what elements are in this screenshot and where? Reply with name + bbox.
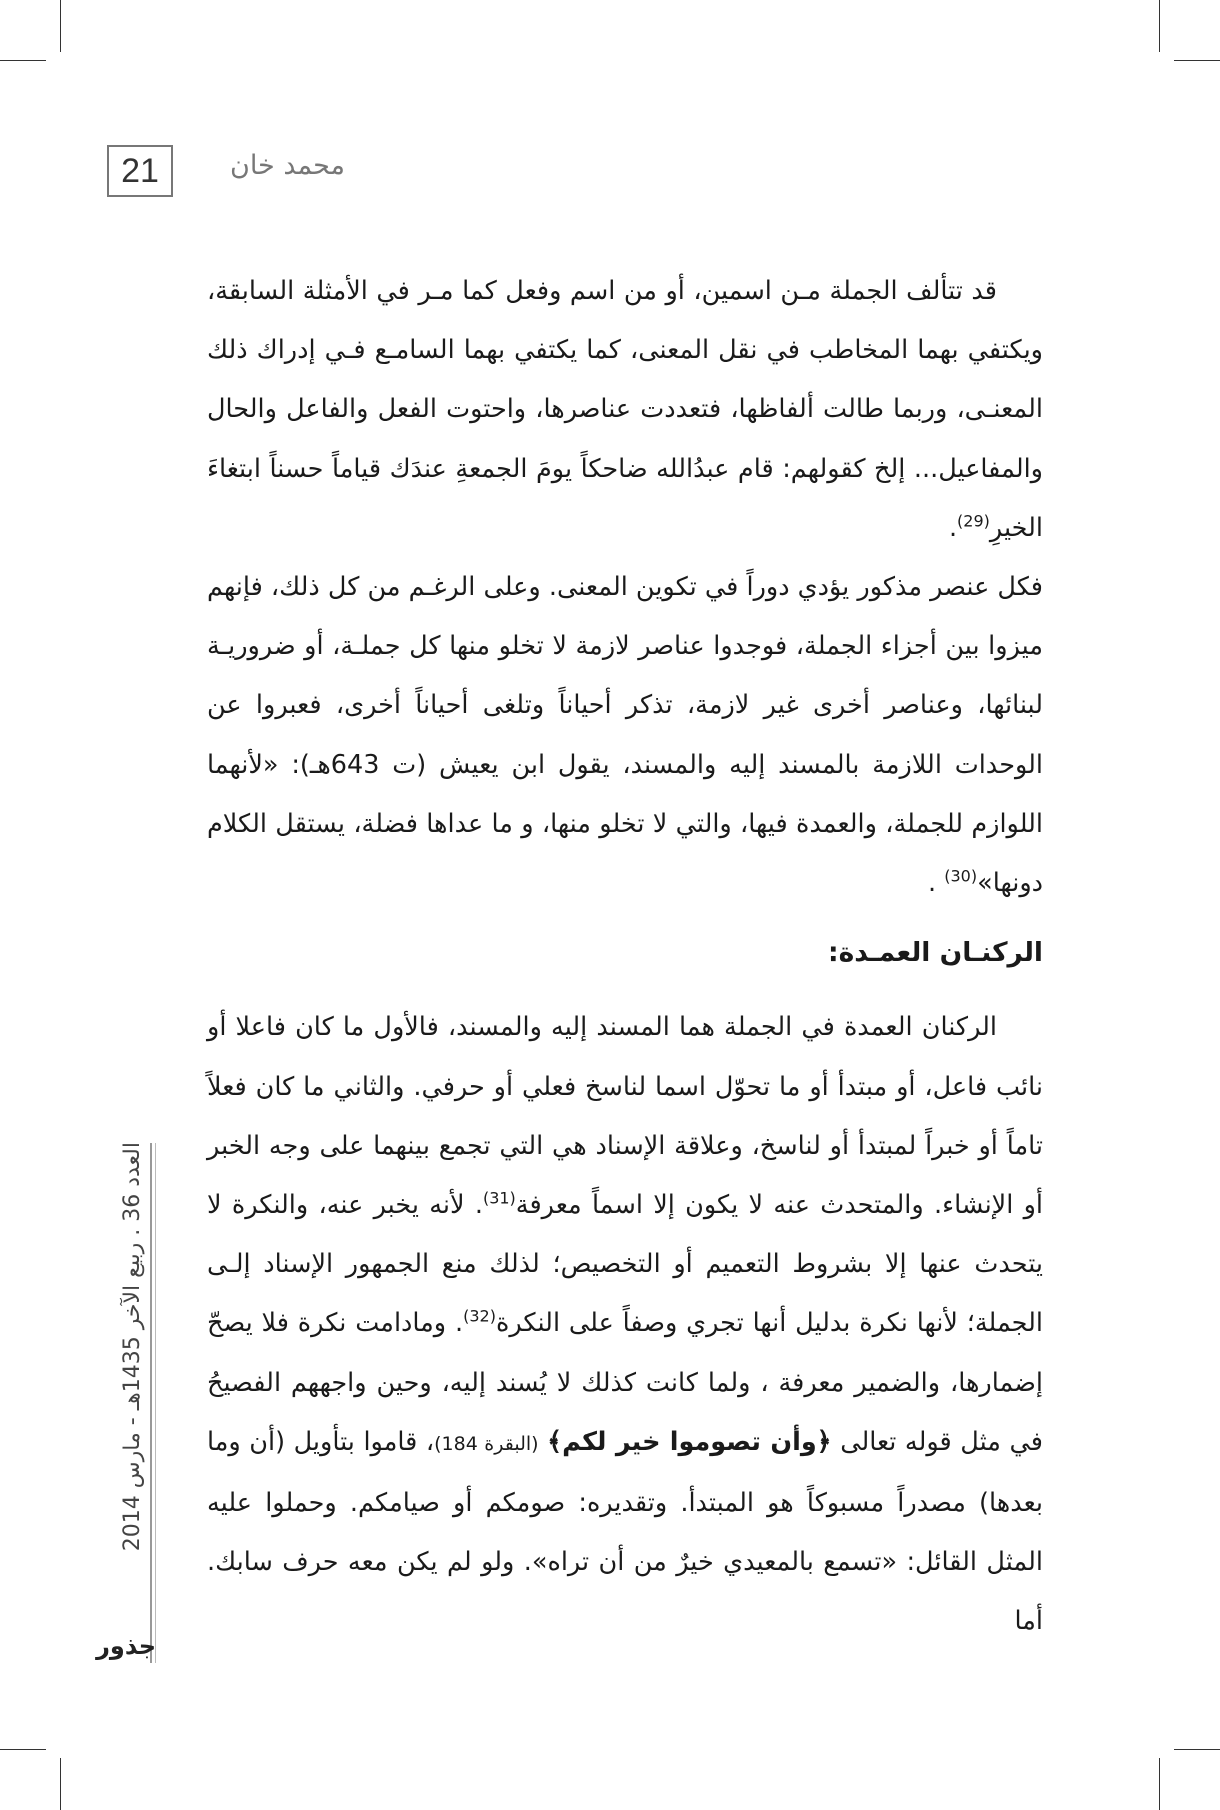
crop-mark — [0, 1749, 46, 1750]
paragraph-text: فكل عنصر مذكور يؤدي دوراً في تكوين المعنى. وعلى الرغـم من كل ذلك، فإنهم ميزوا بين أجزاء الجملة، فوجدوا عناصر لازمة لا تخلو منها كل جملـة، أو ضروريـة لبنائها، وعناصر أخرى غير لازمة، تذكر أحياناً وتلغى أحياناً أخرى، فعبروا عن الوحدات اللازمة بالمسند إليه والمسند، يقول ابن يعيش (ت 643هـ): «لأنهما اللوازم للجملة، والعمدة فيها، والتي لا تخلو منها، و ما عداها فضلة، يستقل الكلام دونها» — [207, 572, 1043, 899]
paragraph-text: الركنان العمدة في الجملة هما المسند إليه والمسند، فالأول ما كان فاعلا أو نائب فاعل، أو مبتدأ أو ما تحوّل اسما لناسخ فعلي أو حرفي. والثاني ما كان فعلاً تاماً أو خبراً لمبتدأ أو لناسخ، وعلاقة الإسناد هي التي تجمع بينهما على وجه الخبر أو الإنشاء. والمتحدث عنه لا يكون إلا اسماً معرفة — [207, 1012, 1044, 1221]
crop-mark — [1159, 0, 1160, 52]
paragraph: فكل عنصر مذكور يؤدي دوراً في تكوين المعنى. وعلى الرغـم من كل ذلك، فإنهم ميزوا بين أجزاء الجملة، فوجدوا عناصر لازمة لا تخلو منها كل جملـة، أو ضروريـة لبنائها، وعناصر أخرى غير لازمة، تذكر أحياناً وتلغى أحياناً أخرى، فعبروا عن الوحدات اللازمة بالمسند إليه والمسند، يقول ابن يعيش (ت 643هـ): «لأنهما اللوازم للجملة، والعمدة فيها، والتي لا تخلو منها، و ما عداها فضلة، يستقل الكلام دونها»$^{(30)}$ . — [207, 572, 1043, 899]
footnote-ref: (30) — [944, 866, 978, 886]
footnote-ref: (31) — [482, 1188, 516, 1208]
footnote-ref: (32) — [463, 1306, 496, 1326]
page-number: 21 — [107, 145, 173, 197]
paragraph-text: . لأنه يخبر عنه، والنكرة لا يتحدث عنها إلا بشروط التعميم أو التخصيص؛ لذلك منع الجمهور الإسناد إلـى الجملة؛ لأنها نكرة بدليل أنها تجري وصفاً على النكرة — [207, 1190, 1044, 1339]
crop-mark — [1174, 60, 1220, 61]
paragraph-text: ومادامت نكرة فلا يصحّ إضمارها، والضمير معرفة ، ولما كانت كذلك لا يُسند إليه، وحين واجههم الفصيحُ في مثل قوله تعالى — [207, 1308, 1043, 1457]
crop-mark — [0, 60, 46, 61]
quran-verse: ﴿وأن تصوموا خير لكم﴾ — [547, 1426, 832, 1457]
section-heading: الركنـان العمـدة: — [828, 937, 1043, 969]
footnote-ref: (29) — [957, 511, 990, 531]
paragraph-text: ، قاموا بتأويل (أن وما بعدها) مصدراً مسبوكاً هو المبتدأ. وتقديره: صومكم أو صيامكم. وحملوا عليه المثل القائل: «تسمع بالمعيدي خيرٌ من أن تراه». ولو لم يكن معه حرف سابك. أما — [207, 1426, 1043, 1637]
paragraph-text: قد تتألف الجملة مـن اسمين، أو من اسم وفعل كما مـر في الأمثلة السابقة، ويكتفي بهما المخاطب في نقل المعنى، كما يكتفي بهما السامـع فـي إدراك ذلك المعنـى، وربما طالت ألفاظها، فتعددت عناصرها، واحتوت الفعل والفاعل والحال والمفاعيل... إلخ كقولهم: قام عبدُالله ضاحكاً يومَ الجمعةِ عندَك قياماً حسناً ابتغاءَ الخيرِ — [207, 276, 1043, 543]
crop-mark — [1159, 1758, 1160, 1810]
crop-mark — [60, 0, 61, 52]
author-name: محمد خان — [230, 150, 346, 181]
paragraph: قد تتألف الجملة مـن اسمين، أو من اسم وفعل كما مـر في الأمثلة السابقة، ويكتفي بهما المخاطب في نقل المعنى، كما يكتفي بهما السامـع فـي إدراك ذلك المعنـى، وربما طالت ألفاظها، فتعددت عناصرها، واحتوت الفعل والفاعل والحال والمفاعيل... إلخ كقولهم: قام عبدُالله ضاحكاً يومَ الجمعةِ عندَك قياماً حسناً ابتغاءَ الخيرِ$^{(29)}$. — [207, 276, 1043, 543]
article-body — [207, 262, 1043, 1652]
crop-mark — [1174, 1749, 1220, 1750]
paragraph: الركنان العمدة في الجملة هما المسند إليه والمسند، فالأول ما كان فاعلا أو نائب فاعل، أو مبتدأ أو ما تحوّل اسما لناسخ فعلي أو حرفي. والثاني ما كان فعلاً تاماً أو خبراً لمبتدأ أو لناسخ، وعلاقة الإسناد هي التي تجمع بينهما على وجه الخبر أو الإنشاء. والمتحدث عنه لا يكون إلا اسماً معرفة$^{(31)}$. لأنه يخبر عنه، والنكرة لا يتحدث عنها إلا بشروط التعميم أو التخصيص؛ لذلك منع الجمهور الإسناد إلـى الجملة؛ لأنها نكرة بدليل أنها تجري وصفاً على النكرة$^{(32)}$. ومادامت نكرة فلا يصحّ إضمارها، والضمير معرفة ، ولما كانت كذلك لا يُسند إليه، وحين واجههم الفصيحُ في مثل قوله تعالى ﴿وأن تصوموا خير لكم﴾ (البقرة 184)، قاموا بتأويل (أن وما بعدها) مصدراً مسبوكاً هو المبتدأ. وتقديره: صومكم أو صيامكم. وحملوا عليه المثل القائل: «تسمع بالمعيدي خيرٌ من أن تراه». ولو لم يكن معه حرف سابك. أما — [207, 1012, 1044, 1637]
crop-mark — [60, 1758, 61, 1810]
quran-reference: (البقرة 184) — [434, 1432, 539, 1455]
footer-divider — [155, 1143, 156, 1663]
issue-info: العدد 36 . ربيع الآخر 1435هـ - مارس 2014 — [119, 1142, 145, 1552]
journal-logo: جذور — [96, 1632, 156, 1660]
